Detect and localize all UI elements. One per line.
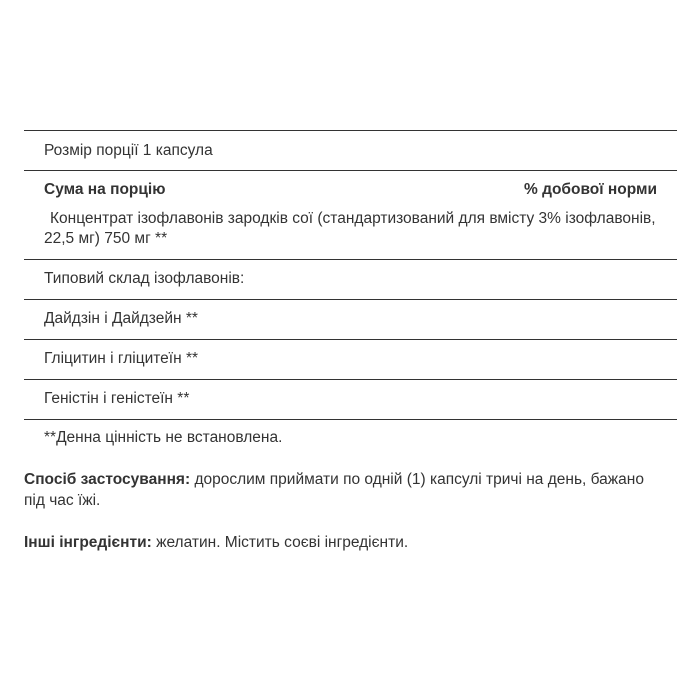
isoflavone-text: Геністін і геністеїн **: [44, 390, 190, 407]
usage-paragraph: [24, 469, 664, 511]
isoflavone-row: [24, 380, 677, 420]
other-ingredients-text: желатин. Містить соєві інгредієнти.: [151, 534, 409, 551]
isoflavone-text: Гліцитин і гліцитеїн **: [44, 350, 199, 367]
typical-composition-text: Типовий склад ізофлавонів:: [44, 270, 245, 287]
serving-size-text: Розмір порції 1 капсула: [44, 142, 213, 159]
footnote-row: [24, 420, 677, 456]
usage-text: дорослим приймати по одній (1) капсулі тричі на день, бажано під час їжі.: [24, 471, 644, 509]
serving-size-row: [24, 131, 677, 171]
amount-header-row: [24, 171, 677, 202]
isoflavone-row: [24, 340, 677, 380]
supplement-facts-table: [24, 130, 677, 456]
other-ingredients-label: Інші інгредієнти:: [24, 534, 152, 551]
other-ingredients-paragraph: [24, 532, 664, 553]
ingredient-text: Концентрат ізофлавонів зародків сої (стандартизований для вмісту 3% ізофлавонів, 22,5 мг) 750 мг **: [44, 210, 656, 247]
daily-value-label: % добової норми: [524, 181, 657, 198]
usage-label: Спосіб застосування:: [24, 471, 191, 488]
ingredient-row: [24, 202, 677, 260]
footnote-text: **Денна цінність не встановлена.: [44, 429, 283, 446]
isoflavone-text: Дайдзін і Дайдзейн **: [44, 310, 198, 327]
isoflavone-row: [24, 300, 677, 340]
amount-per-serving-label: Сума на порцію: [44, 181, 166, 198]
typical-composition-row: [24, 260, 677, 300]
